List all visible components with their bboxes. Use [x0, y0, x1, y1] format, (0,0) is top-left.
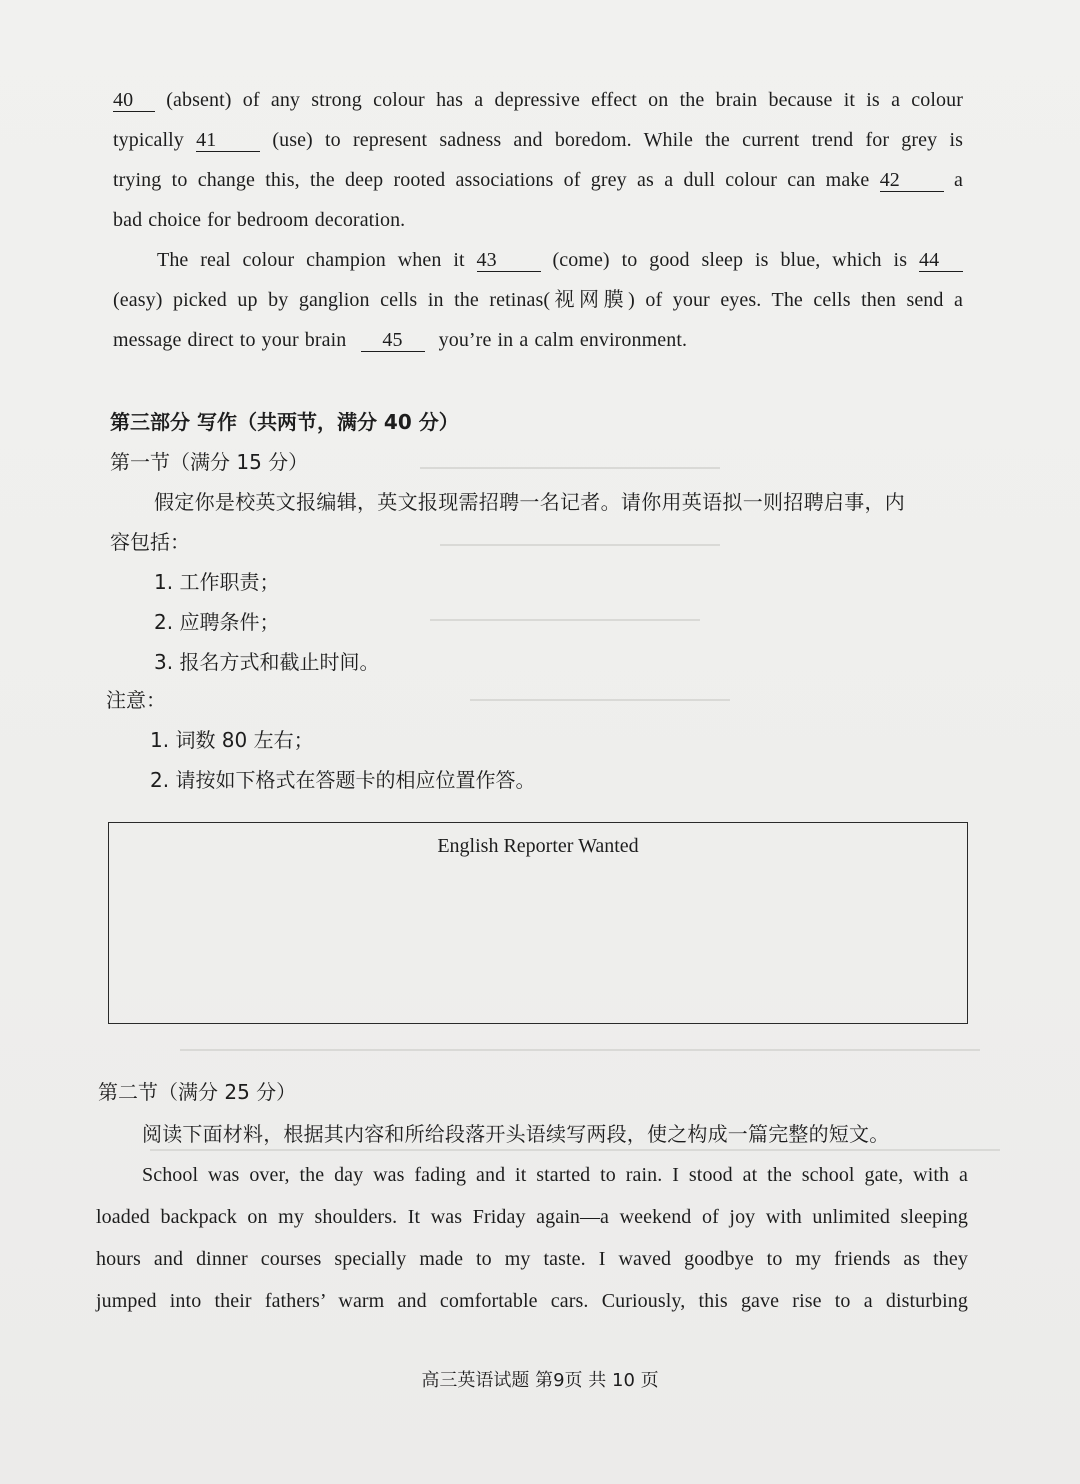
instruction-line-2: 容包括： — [110, 530, 190, 554]
page-footer: 高三英语试题 第9页 共 10 页 — [421, 1370, 659, 1391]
passage-text: (use) to represent sadness and boredom. While the current trend for grey is — [272, 129, 963, 151]
story-passage — [96, 1154, 968, 1322]
passage-text: The real colour champion when it — [157, 249, 465, 271]
blank-44: 44 — [919, 249, 963, 272]
note-1: 1. 词数 80 左右； — [150, 728, 314, 752]
passage-text: (come) to good sleep is blue, which is — [552, 249, 908, 271]
section-3-heading: 第三部分 写作（共两节，满分 40 分） — [110, 410, 459, 434]
story-line: School was over, the day was fading and it started to rain. I stood at the school gate, with a — [142, 1164, 968, 1186]
passage-text: bad choice for bedroom decoration. — [113, 209, 406, 231]
passage-line-5 — [113, 240, 963, 280]
blank-43: 43 — [477, 249, 541, 272]
note-label: 注意： — [106, 688, 166, 712]
answer-box-title: English Reporter Wanted — [437, 835, 639, 857]
passage-line-1 — [113, 80, 963, 120]
passage-text: typically — [113, 129, 184, 151]
passage-text: trying to change this, the deep rooted associations of grey as a dull colour can make — [113, 169, 870, 191]
passage-line-6 — [113, 280, 963, 320]
part-2-instruction: 阅读下面材料，根据其内容和所给段落开头语续写两段，使之构成一篇完整的短文。 — [142, 1122, 890, 1146]
instruction-line-1: 假定你是校英文报编辑，英文报现需招聘一名记者。请你用英语拟一则招聘启事，内 — [154, 490, 906, 514]
content-item-1: 1. 工作职责； — [154, 570, 280, 594]
blank-41: 41 — [196, 129, 260, 152]
passage-line-3 — [113, 160, 963, 200]
blank-42: 42 — [880, 169, 944, 192]
answer-format-box — [108, 822, 968, 1024]
note-2: 2. 请按如下格式在答题卡的相应位置作答。 — [150, 768, 536, 792]
blank-40: 40 — [113, 89, 155, 112]
content-item-3: 3. 报名方式和截止时间。 — [154, 650, 380, 674]
story-line: hours and dinner courses specially made to my taste. I waved goodbye to my friends as they — [96, 1248, 968, 1270]
passage-line-4 — [113, 200, 963, 240]
content-item-2: 2. 应聘条件； — [154, 610, 280, 634]
story-line: jumped into their fathers’ warm and comfortable cars. Curiously, this gave rise to a disturbing — [96, 1290, 968, 1312]
passage-text: (absent) of any strong colour has a depressive effect on the brain because it is a colour — [166, 89, 963, 111]
passage-text: message direct to your brain — [113, 329, 347, 351]
part-2-heading: 第二节（满分 25 分） — [98, 1080, 297, 1104]
part-1-heading: 第一节（满分 15 分） — [110, 450, 309, 474]
blank-45: 45 — [361, 329, 425, 352]
passage-text: (easy) picked up by ganglion cells in the retinas(视网膜) of your eyes. The cells then send a — [113, 289, 963, 311]
passage-text: you’re in a calm environment. — [438, 329, 688, 351]
passage-text: a — [954, 169, 963, 191]
passage-line-2 — [113, 120, 963, 160]
story-line: loaded backpack on my shoulders. It was Friday again—a weekend of joy with unlimited sleeping — [96, 1206, 968, 1228]
cloze-passage — [113, 80, 963, 360]
passage-line-7 — [113, 320, 963, 360]
